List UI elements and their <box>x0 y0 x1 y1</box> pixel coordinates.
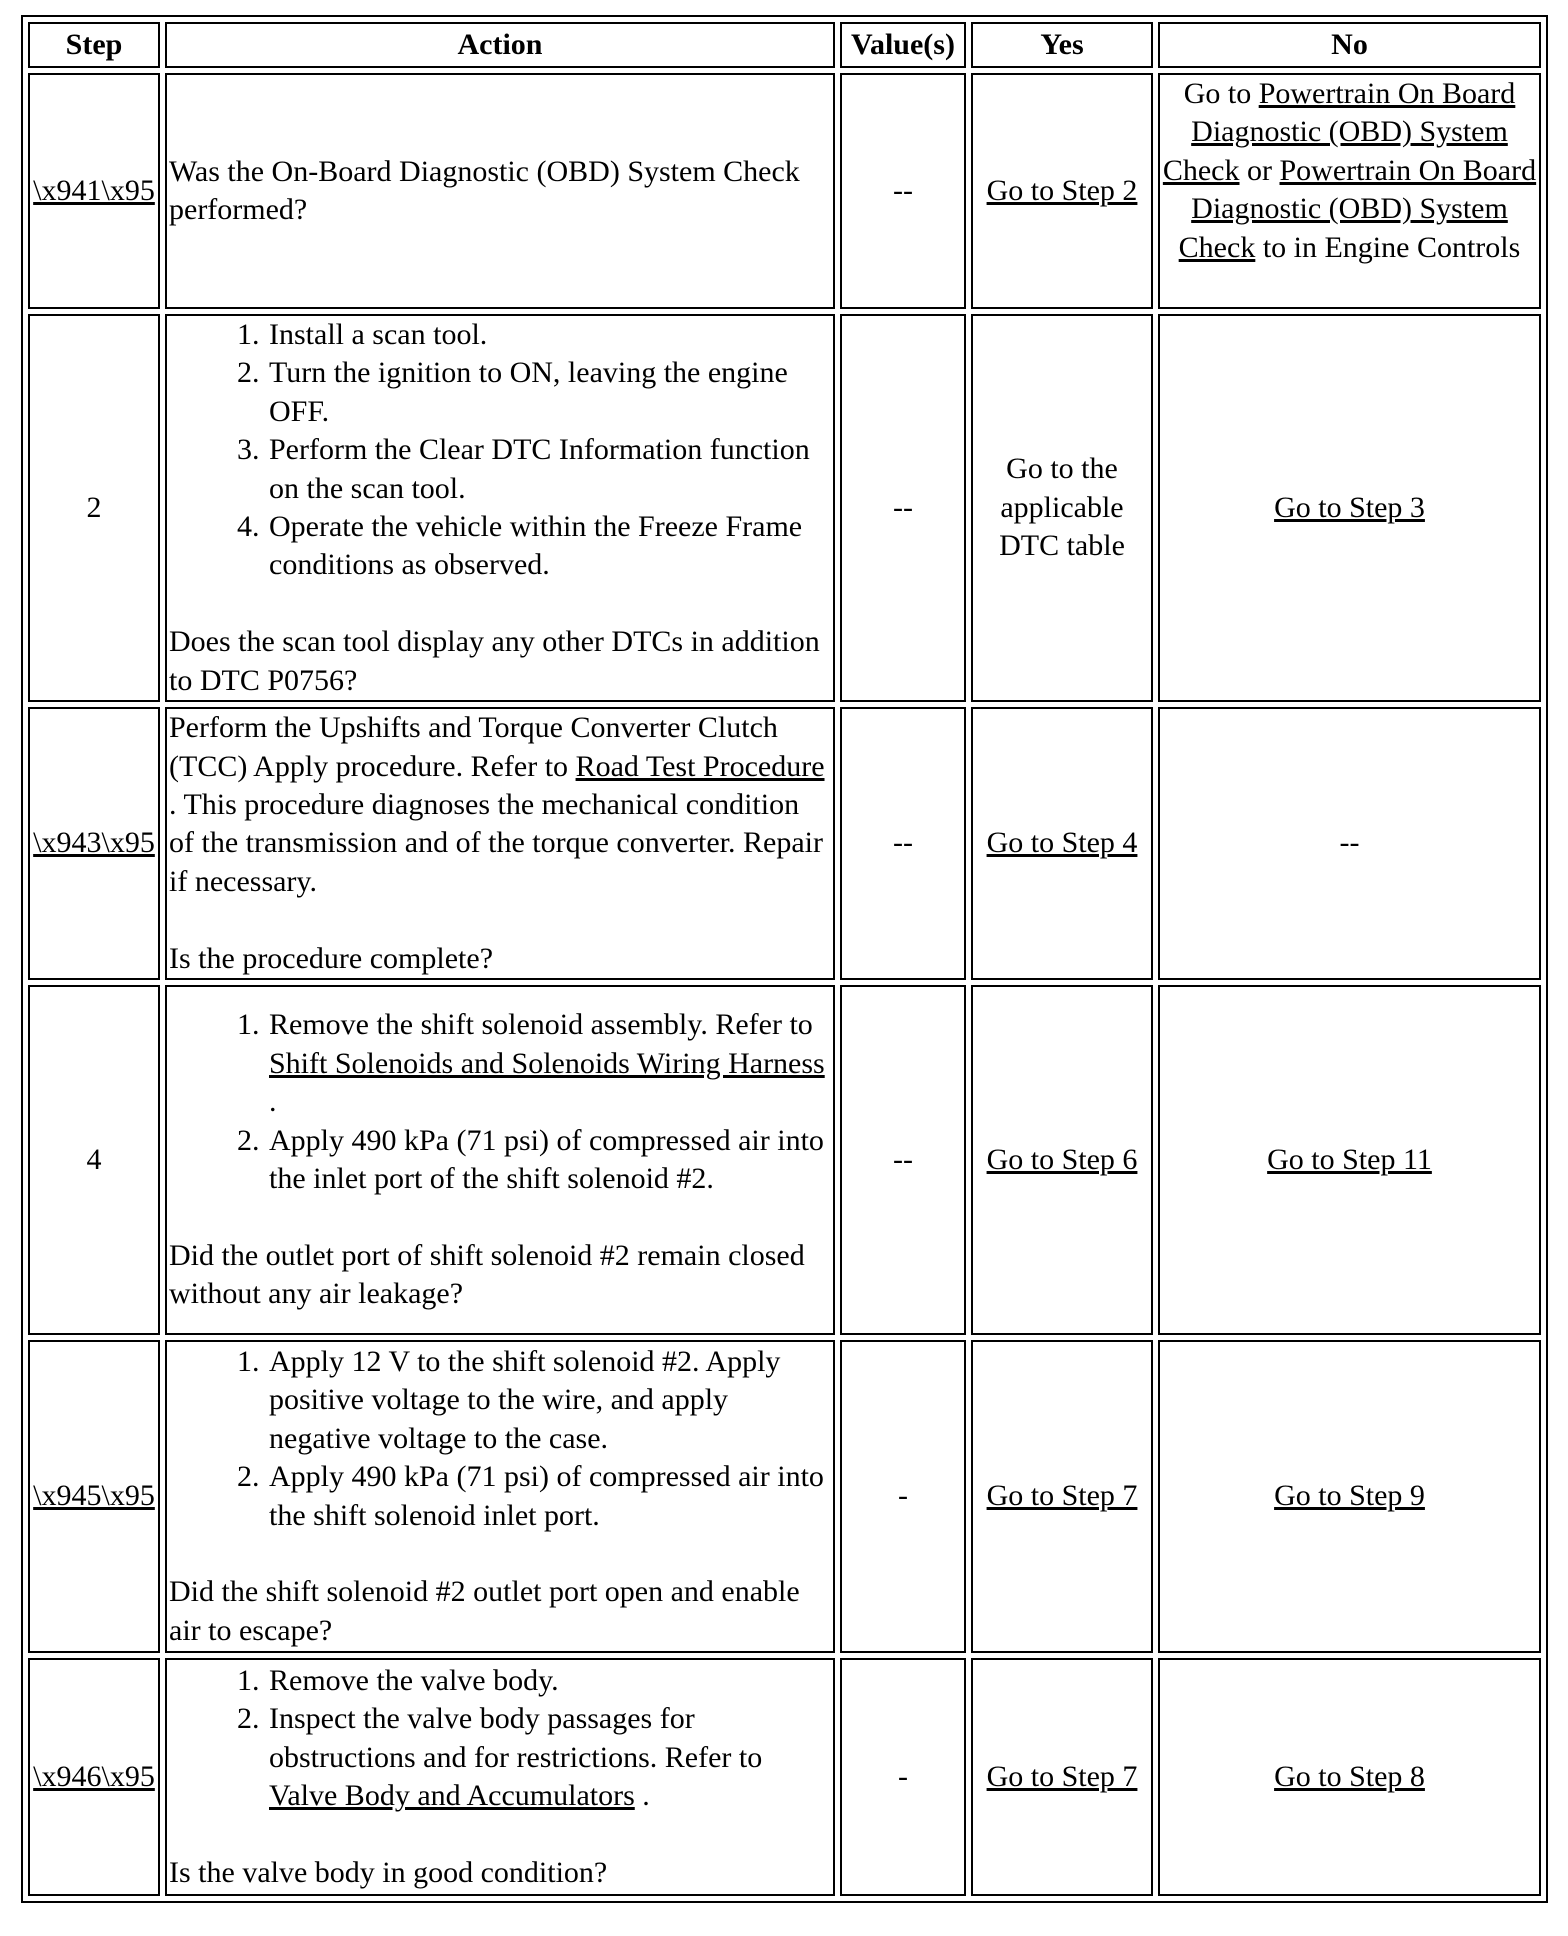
action-steps-list <box>169 316 831 585</box>
header-yes: Yes <box>971 22 1153 68</box>
step-5-link[interactable]: \x945\x95 <box>33 1479 155 1513</box>
action-steps-list <box>169 1662 831 1816</box>
action-step: 3. Perform the Clear DTC Information function on the scan tool. <box>267 431 831 508</box>
yes-cell: Go to the applicable DTC table <box>971 314 1153 702</box>
no-cell <box>1158 1340 1541 1653</box>
step-cell <box>28 1658 160 1896</box>
yes-cell <box>971 1340 1153 1653</box>
table-row <box>28 1658 1541 1896</box>
action-text: Inspect the valve body passages for obstructions and for restrictions. Refer to <box>269 1702 763 1774</box>
step-cell <box>28 73 160 309</box>
action-cell <box>165 707 835 980</box>
action-step: 2. Apply 490 kPa (71 psi) of compressed air into the shift solenoid inlet port. <box>267 1458 831 1535</box>
value-cell: -- <box>840 707 966 980</box>
action-text: Perform the Upshifts and Torque Converter Clutch (TCC) Apply procedure. Refer to <box>169 711 778 783</box>
no-cell <box>1158 1658 1541 1896</box>
go-to-step-11-link[interactable]: Go to Step 11 <box>1267 1142 1432 1176</box>
no-cell <box>1158 985 1541 1335</box>
action-steps-list <box>169 1006 831 1198</box>
step-cell: 2 <box>28 314 160 702</box>
value-cell: -- <box>840 314 966 702</box>
action-text: . <box>634 1779 650 1813</box>
action-question: Is the valve body in good condition? <box>169 1855 608 1889</box>
diagnostic-table <box>21 15 1548 1903</box>
no-cell <box>1158 314 1541 702</box>
table-row <box>28 73 1541 309</box>
table-row <box>28 707 1541 980</box>
obd-system-check-link-1[interactable]: Powertrain On Board Diagnostic (OBD) System Check <box>1162 77 1516 187</box>
step-cell <box>28 707 160 980</box>
action-text: . This procedure diagnoses the mechanical condition of the transmission and of the torque converter. Repair if necessary. <box>169 787 823 898</box>
value-cell: -- <box>840 985 966 1335</box>
action-step <box>267 1006 831 1121</box>
step-1-link[interactable]: \x941\x95 <box>33 173 155 207</box>
go-to-step-3-link[interactable]: Go to Step 3 <box>1274 490 1425 524</box>
go-to-step-6-link[interactable]: Go to Step 6 <box>986 1142 1138 1176</box>
go-to-step-4-link[interactable]: Go to Step 4 <box>986 826 1138 860</box>
header-action: Action <box>165 22 835 68</box>
go-to-step-2-link[interactable]: Go to Step 2 <box>986 173 1138 207</box>
action-text: . <box>269 1085 277 1119</box>
yes-cell <box>971 707 1153 980</box>
go-to-step-8-link[interactable]: Go to Step 8 <box>1274 1759 1425 1793</box>
action-step: 2. Turn the ignition to ON, leaving the engine OFF. <box>267 354 831 431</box>
valve-body-link[interactable]: Valve Body and Accumulators <box>269 1779 635 1813</box>
yes-cell <box>971 73 1153 309</box>
action-cell <box>165 314 835 702</box>
value-cell: -- <box>840 73 966 309</box>
header-values: Value(s) <box>840 22 966 68</box>
action-cell <box>165 1658 835 1896</box>
value-cell: - <box>840 1658 966 1896</box>
no-text-mid: or <box>1239 153 1280 187</box>
road-test-procedure-link[interactable]: Road Test Procedure <box>575 749 825 783</box>
action-step <box>267 1700 831 1815</box>
action-cell <box>165 1340 835 1653</box>
action-cell <box>165 73 835 309</box>
action-question: Did the shift solenoid #2 outlet port open and enable air to escape? <box>169 1575 800 1647</box>
table-header-row <box>28 22 1541 68</box>
no-cell <box>1158 73 1541 309</box>
go-to-step-9-link[interactable]: Go to Step 9 <box>1274 1479 1425 1513</box>
obd-system-check-link-2[interactable]: Powertrain On Board Diagnostic (OBD) System Check <box>1178 153 1537 264</box>
action-step: 1. Remove the valve body. <box>267 1662 831 1700</box>
action-question: Did the outlet port of shift solenoid #2 remain closed without any air leakage? <box>169 1238 805 1311</box>
step-cell <box>28 1340 160 1653</box>
step-cell: 4 <box>28 985 160 1335</box>
action-text: Remove the shift solenoid assembly. Refer to <box>269 1008 813 1042</box>
step-3-link[interactable]: \x943\x95 <box>33 826 155 860</box>
no-text-suffix: to in Engine Controls <box>1255 230 1521 264</box>
no-text-prefix: Go to <box>1183 77 1259 110</box>
header-no: No <box>1158 22 1541 68</box>
action-step: 1. Install a scan tool. <box>267 316 831 354</box>
action-step: 4. Operate the vehicle within the Freeze Frame conditions as observed. <box>267 508 831 585</box>
table-row <box>28 1340 1541 1653</box>
action-cell <box>165 985 835 1335</box>
go-to-step-7-link[interactable]: Go to Step 7 <box>986 1759 1138 1793</box>
shift-solenoids-link[interactable]: Shift Solenoids and Solenoids Wiring Harness <box>269 1046 825 1080</box>
yes-cell <box>971 1658 1153 1896</box>
value-cell: - <box>840 1340 966 1653</box>
table-row <box>28 314 1541 702</box>
action-question: Was the On-Board Diagnostic (OBD) System Check performed? <box>169 154 800 226</box>
no-cell: -- <box>1158 707 1541 980</box>
yes-cell <box>971 985 1153 1335</box>
header-step: Step <box>28 22 160 68</box>
action-step: 2. Apply 490 kPa (71 psi) of compressed air into the inlet port of the shift solenoid #2. <box>267 1122 831 1199</box>
diagnostic-table-wrapper <box>21 15 1548 1903</box>
table-row <box>28 985 1541 1335</box>
action-step: 1. Apply 12 V to the shift solenoid #2. Apply positive voltage to the wire, and apply negative voltage to the case. <box>267 1343 831 1458</box>
go-to-step-7-link[interactable]: Go to Step 7 <box>986 1479 1138 1513</box>
step-6-link[interactable]: \x946\x95 <box>33 1759 155 1793</box>
action-paragraph <box>169 709 831 901</box>
action-question: Is the procedure complete? <box>169 941 494 975</box>
action-question: Does the scan tool display any other DTCs in addition to DTC P0756? <box>169 625 820 697</box>
action-steps-list <box>169 1343 831 1535</box>
